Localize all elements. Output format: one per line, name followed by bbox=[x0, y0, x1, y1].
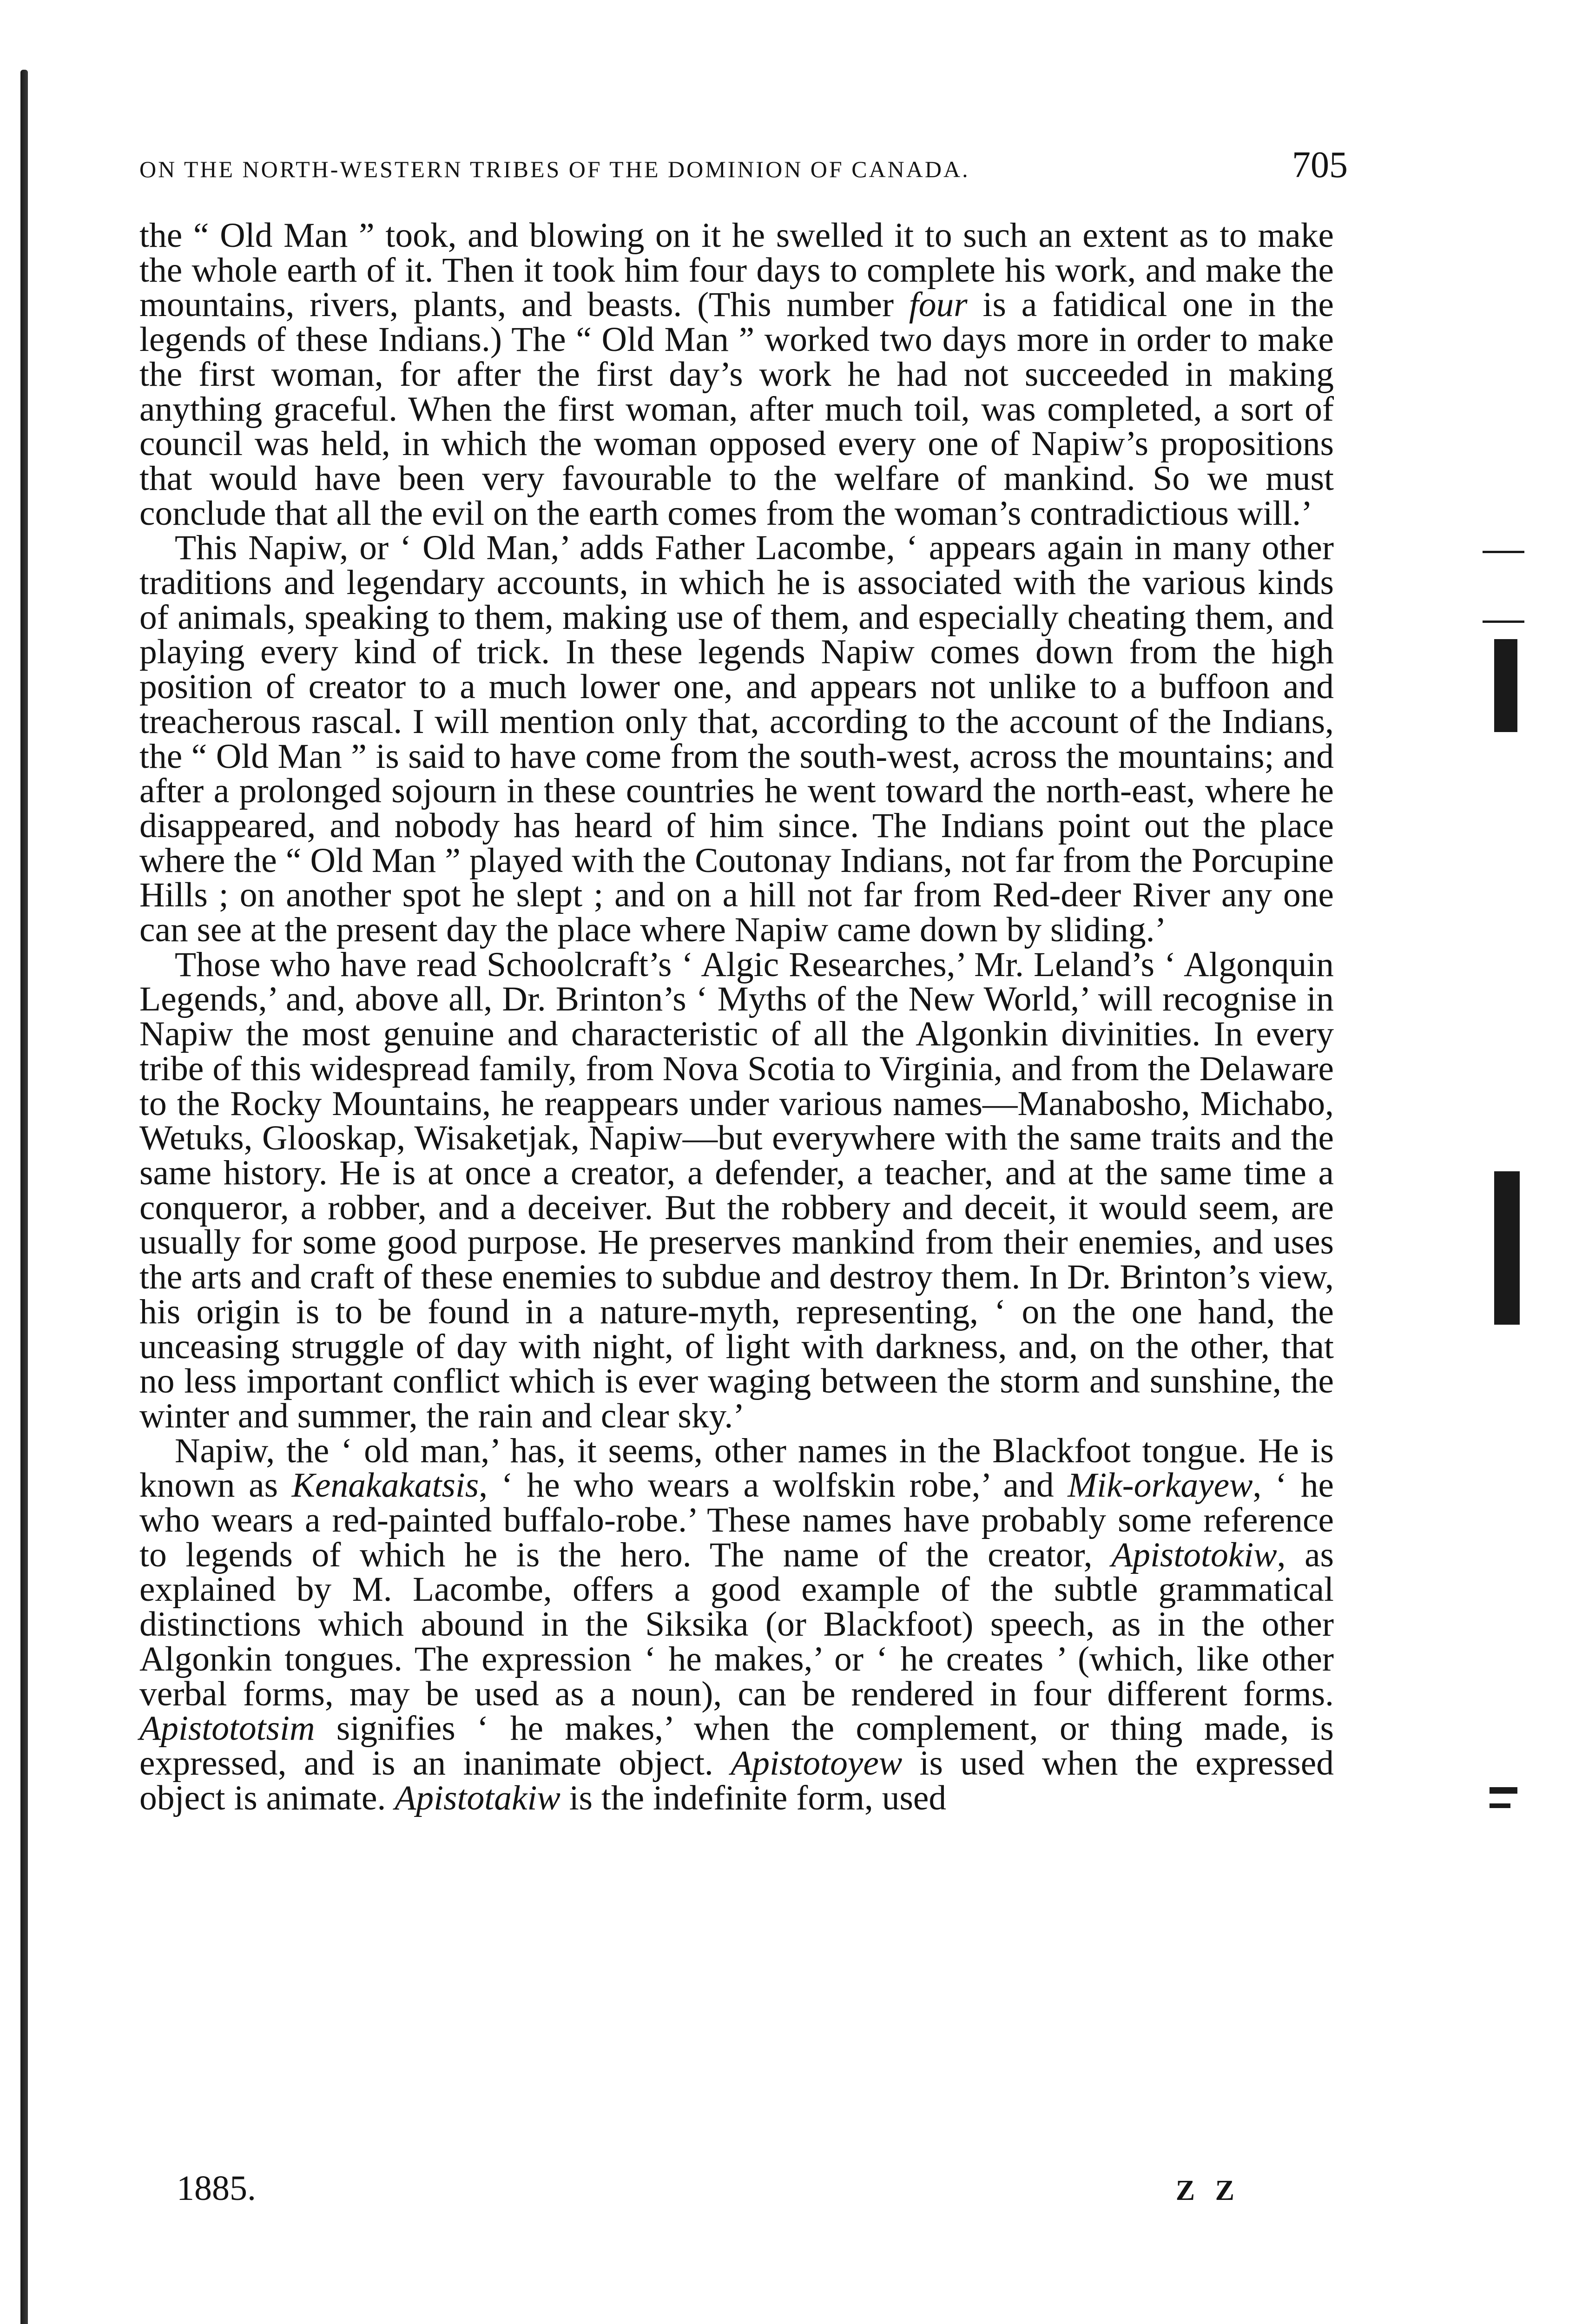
italic-term: four bbox=[909, 285, 968, 324]
footer-year: 1885. bbox=[177, 2169, 256, 2208]
signature-mark: Z Z bbox=[1175, 2175, 1241, 2206]
paragraph: Napiw, the ‘ old man,’ has, it seems, other names in the Blackfoot tongue. He is known as Kenakakatsis, ‘ he who wears a wolfskin robe,’ and Mik-orkayew, ‘ he who wears a red-painted buffalo-robe.’ These names have probably some reference to legends of which he is the hero. The name of the creator, Apistotokiw, as explained by M. Lacombe, offers a good example of the subtle grammatical distinctions which abound in the Siksika (or Blackfoot) speech, as in the other Algonkin tongues. The expression ‘ he makes,’ or ‘ he creates ’ (which, like other verbal forms, may be used as a noun), can be rendered in four different forms. Apistototsim signifies ‘ he makes,’ when the complement, or thing made, is expressed, and is an inanimate object. Apistotoyew is used when the expressed object is animate. Apistotakiw is the indefinite form, used bbox=[139, 1431, 1334, 1817]
paragraph: Those who have read Schoolcraft’s ‘ Algic Researches,’ Mr. Leland’s ‘ Algonquin Legends,’ and, above all, Dr. Brinton’s ‘ Myths of the New World,’ will recognise in Napiw the most genuine and characteristic of all the Algonkin divinities. In every tribe of this widespread family, from Nova Scotia to Virginia, and from the Delaware to the Rocky Mountains, he reappears under various names—Manabosho, Michabo, Wetuks, Glooskap, Wisaketjak, Napiw—but everywhere with the same traits and the same history. He is at once a creator, a defender, a teacher, and at the same time a conqueror, a robber, and a deceiver. But the robbery and deceit, it would seem, are usually for some good purpose. He preserves mankind from their enemies, and uses the arts and craft of these enemies to subdue and destroy them. In Dr. Brinton’s view, his origin is to be found in a nature-myth, representing, ‘ on the one hand, the unceasing struggle of day with night, of light with darkness, and, on the other, that no less important conflict which is ever waging between the storm and sunshine, the winter and summer, the rain and clear sky.’ bbox=[139, 945, 1334, 1435]
binding-edge bbox=[20, 70, 28, 2324]
margin-mark bbox=[1490, 1803, 1510, 1808]
margin-mark bbox=[1494, 1171, 1520, 1325]
italic-term: Apistotakiw bbox=[395, 1778, 560, 1817]
margin-mark bbox=[1490, 1787, 1517, 1794]
italic-term: Apistotoyew bbox=[731, 1743, 903, 1783]
body-text bbox=[139, 218, 1334, 1816]
page-number: 705 bbox=[1292, 145, 1348, 185]
italic-term: Apistotokiw bbox=[1111, 1535, 1277, 1574]
running-title: ON THE NORTH-WESTERN TRIBES OF THE DOMINION OF CANADA. bbox=[139, 156, 970, 182]
italic-term: Mik-orkayew bbox=[1068, 1466, 1253, 1505]
margin-mark bbox=[1494, 639, 1517, 732]
italic-term: Apistototsim bbox=[139, 1709, 315, 1748]
running-head bbox=[139, 144, 1348, 186]
margin-mark bbox=[1483, 621, 1524, 623]
italic-term: Kenakakatsis bbox=[291, 1466, 479, 1505]
margin-mark bbox=[1483, 551, 1524, 553]
paragraph: the “ Old Man ” took, and blowing on it he swelled it to such an extent as to make the whole earth of it. Then it took him four days to complete his work, and make the mountains, rivers, plants, and beasts. (This number four is a fatidical one in the legends of these Indians.) The “ Old Man ” worked two days more in order to make the first woman, for after the first day’s work he had not succeeded in making anything graceful. When the first woman, after much toil, was completed, a sort of council was held, in which the woman opposed every one of Napiw’s propositions that would have been very favourable to the welfare of mankind. So we must conclude that all the evil on the earth comes from the woman’s contradictious will.’ bbox=[139, 216, 1334, 533]
page-footer bbox=[177, 2168, 1241, 2209]
paragraph: This Napiw, or ‘ Old Man,’ adds Father Lacombe, ‘ appears again in many other traditions and legendary accounts, in which he is associated with the various kinds of animals, speaking to them, making use of them, and especially cheating them, and playing every kind of trick. In these legends Napiw comes down from the high position of creator to a much lower one, and appears not unlike to a buffoon and treacherous rascal. I will mention only that, according to the account of the Indians, the “ Old Man ” is said to have come from the south-west, across the mountains; and after a prolonged sojourn in these countries he went toward the north-east, where he disappeared, and nobody has heard of him since. The Indians point out the place where the “ Old Man ” played with the Coutonay Indians, not far from the Porcupine Hills ; on another spot he slept ; and on a hill not far from Red-deer River any one can see at the present day the place where Napiw came down by sliding.’ bbox=[139, 528, 1334, 950]
